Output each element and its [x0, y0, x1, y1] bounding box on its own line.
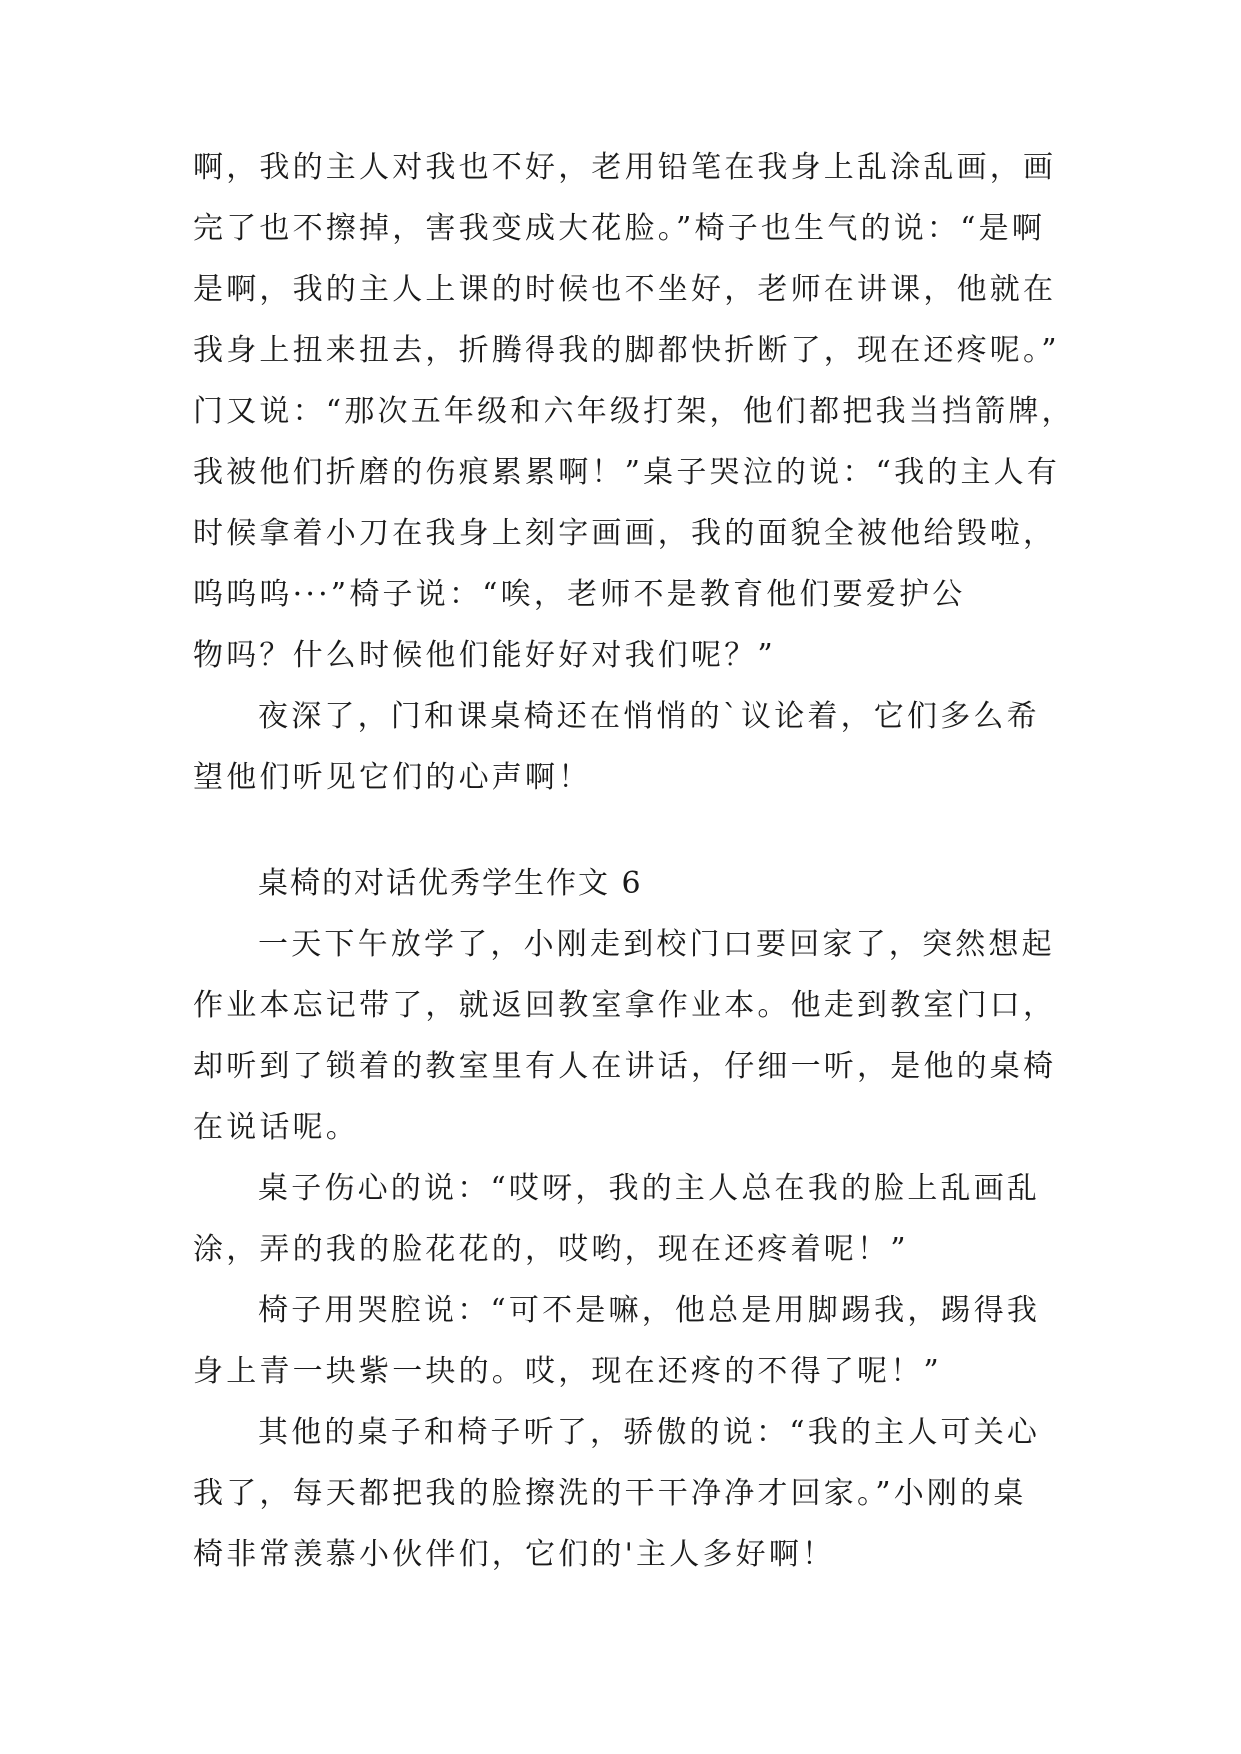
paragraph-line: 椅非常羡慕小伙伴们，它们的'主人多好啊！	[193, 1537, 836, 1572]
paragraph-line: 门又说：“那次五年级和六年级打架，他们都把我当挡箭牌，	[193, 394, 1075, 429]
section-heading: 桌椅的对话优秀学生作文 6	[258, 866, 643, 901]
paragraph-line: 涂，弄的我的脸花花的，哎哟，现在还疼着呢！”	[193, 1232, 909, 1267]
paragraph-line: 一天下午放学了，小刚走到校门口要回家了，突然想起	[258, 927, 1055, 962]
paragraph-line: 啊，我的主人对我也不好，老用铅笔在我身上乱涂乱画，画	[193, 150, 1057, 185]
paragraph-line: 呜呜呜···”椅子说：“唉，老师不是教育他们要爱护公	[193, 577, 966, 612]
paragraph-line: 夜深了，门和课桌椅还在悄悄的`议论着，它们多么希	[258, 699, 1040, 734]
paragraph-line: 作业本忘记带了，就返回教室拿作业本。他走到教室门口，	[193, 988, 1057, 1023]
paragraph-line: 我被他们折磨的伤痕累累啊！”桌子哭泣的说：“我的主人有	[193, 455, 1061, 490]
paragraph-line: 桌子伤心的说：“哎呀，我的主人总在我的脸上乱画乱	[258, 1171, 1041, 1206]
paragraph-line: 却听到了锁着的教室里有人在讲话，仔细一听，是他的桌椅	[193, 1049, 1057, 1084]
paragraph-line: 在说话呢。	[193, 1110, 359, 1145]
paragraph-line: 其他的桌子和椅子听了，骄傲的说：“我的主人可关心	[258, 1415, 1041, 1450]
paragraph-line: 物吗？什么时候他们能好好对我们呢？”	[193, 638, 776, 673]
paragraph-line: 时候拿着小刀在我身上刻字画画，我的面貌全被他给毁啦，	[193, 516, 1057, 551]
paragraph-line: 是啊，我的主人上课的时候也不坐好，老师在讲课，他就在	[193, 272, 1057, 307]
paragraph-line: 完了也不擦掉，害我变成大花脸。”椅子也生气的说：“是啊	[193, 211, 1046, 246]
paragraph-line: 身上青一块紫一块的。哎，现在还疼的不得了呢！”	[193, 1354, 942, 1389]
paragraph-line: 望他们听见它们的心声啊！	[193, 760, 592, 795]
paragraph-line: 椅子用哭腔说：“可不是嘛，他总是用脚踢我，踢得我	[258, 1293, 1041, 1328]
paragraph-line: 我了，每天都把我的脸擦洗的干干净净才回家。”小刚的桌	[193, 1476, 1027, 1511]
paragraph-line: 我身上扭来扭去，折腾得我的脚都快折断了，现在还疼呢。”	[193, 333, 1060, 368]
